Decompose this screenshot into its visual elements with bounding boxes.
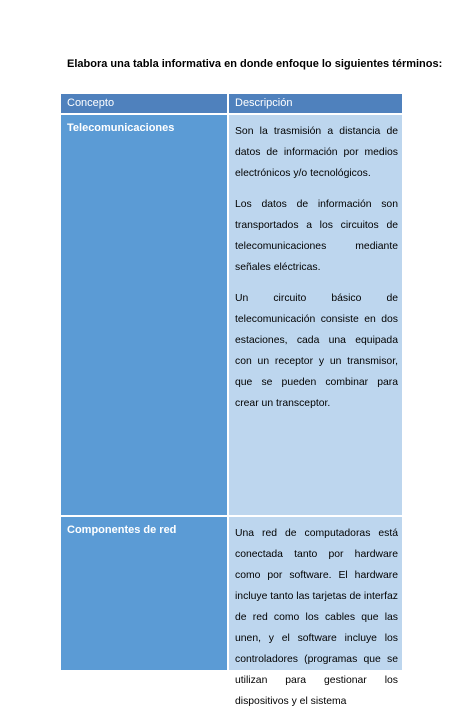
header-descripcion: Descripción	[229, 94, 402, 113]
header-concepto: Concepto	[61, 94, 227, 113]
description-cell-componentes-de-red	[229, 517, 402, 707]
description-paragraph: Una red de computadoras está conectada tanto por hardware como por software. El hardware incluye tanto las tarjetas de interfaz de red como los cables que las unen, y el software incluye los controladores (programas que se utilizan para gestionar los dispositivos y el sistema	[235, 528, 398, 707]
concept-cell-componentes-de-red: Componentes de red	[61, 517, 227, 670]
info-table	[61, 94, 402, 707]
description-paragraph: Son la trasmisión a distancia de datos de información por medios electrónicos y/o tecnológicos.	[235, 126, 398, 179]
concept-cell-telecomunicaciones: Telecomunicaciones	[61, 115, 227, 515]
description-cell-telecomunicaciones	[229, 115, 402, 515]
description-paragraph: Un circuito básico de telecomunicación consiste en dos estaciones, cada una equipada con un receptor y un transmisor, que se pueden combinar para crear un transceptor.	[235, 293, 398, 409]
page-heading: Elabora una tabla informativa en donde enfoque lo siguientes términos:	[67, 58, 443, 70]
description-paragraph: Los datos de información son transportados a los circuitos de telecomunicaciones mediante señales eléctricas.	[235, 199, 398, 273]
